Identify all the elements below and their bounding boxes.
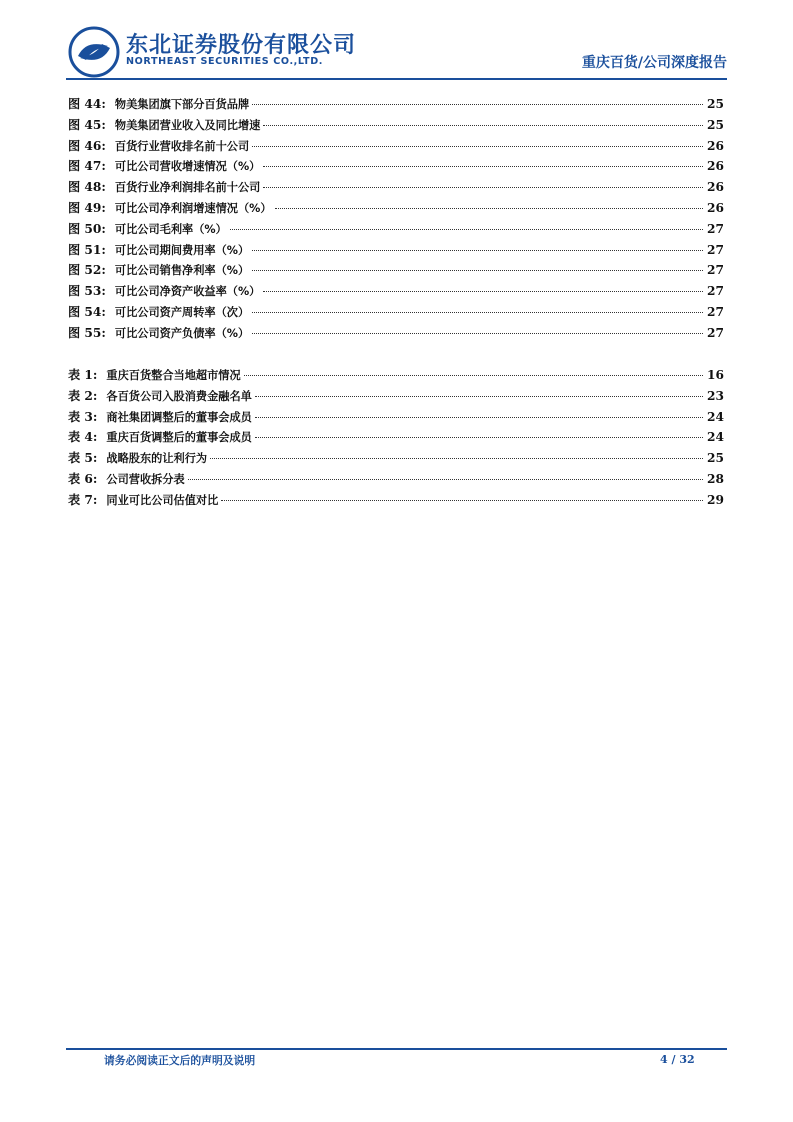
entry-title: 可比公司期间费用率（%）: [114, 243, 250, 257]
entry-label: 表 4:: [68, 430, 98, 445]
entry-title: 同业可比公司估值对比: [106, 493, 219, 507]
entry-label: 表 5:: [68, 451, 98, 466]
dot-leader: [252, 270, 703, 271]
dot-leader: [188, 479, 703, 480]
entry-page-number: 25: [707, 97, 724, 111]
entry-page-number: 24: [707, 409, 724, 424]
table-entry[interactable]: [68, 366, 724, 387]
entry-label: 图 47:: [68, 159, 106, 174]
header-divider: [66, 78, 727, 80]
entry-page-number: 27: [707, 284, 724, 299]
dot-leader: [275, 208, 703, 209]
entry-label: 图 48:: [68, 180, 106, 195]
entry-title: 物美集团营业收入及同比增速: [114, 118, 261, 132]
figure-entry[interactable]: [68, 157, 724, 178]
company-name-cn: 东北证券股份有限公司: [126, 33, 357, 58]
entry-page-number: 23: [707, 388, 724, 403]
entry-label: 图 53:: [68, 284, 106, 299]
entry-label: 图 49:: [68, 200, 106, 215]
entry-page-number: 26: [707, 159, 724, 174]
entry-page-number: 27: [707, 242, 724, 257]
entry-label: 图 45:: [68, 117, 106, 132]
entry-title: 重庆百货整合当地超市情况: [106, 369, 241, 382]
entry-title: 商社集团调整后的董事会成员: [106, 410, 252, 424]
dot-leader: [255, 417, 703, 418]
figure-entry[interactable]: [68, 199, 724, 220]
entry-label: 表 1:: [68, 368, 98, 382]
entry-title: 物美集团旗下部分百货品牌: [114, 98, 250, 111]
entry-title: 可比公司资产负债率（%）: [114, 326, 250, 340]
entry-title: 可比公司净资产收益率（%）: [114, 285, 261, 299]
footer-divider: [66, 1048, 727, 1050]
entry-label: 图 46:: [68, 138, 106, 153]
report-tag: 重庆百货/公司深度报告: [581, 55, 727, 71]
dot-leader: [263, 291, 703, 292]
dot-leader: [263, 125, 703, 126]
table-entry[interactable]: [68, 408, 724, 429]
entry-title: 重庆百货调整后的董事会成员: [106, 431, 252, 445]
dot-leader: [252, 333, 703, 334]
entry-page-number: 28: [707, 471, 724, 486]
dot-leader: [210, 458, 703, 459]
entry-page-number: 25: [707, 117, 724, 132]
company-name-en: NORTHEAST SECURITIES CO.,LTD.: [126, 56, 324, 67]
entry-label: 表 2:: [68, 388, 98, 403]
dot-leader: [244, 375, 703, 376]
entry-label: 表 7:: [68, 492, 98, 507]
entry-page-number: 27: [707, 304, 724, 319]
figure-entry[interactable]: [68, 282, 724, 303]
entry-page-number: 26: [707, 200, 724, 215]
entry-label: 图 50:: [68, 221, 106, 236]
entry-title: 各百货公司入股消费金融名单: [106, 389, 252, 403]
entry-page-number: 25: [707, 451, 724, 466]
entry-label: 图 44:: [68, 97, 106, 111]
entry-page-number: 27: [707, 325, 724, 340]
figure-entry[interactable]: [68, 178, 724, 199]
entry-title: 公司营收拆分表: [106, 472, 185, 486]
figure-entry[interactable]: [68, 261, 724, 282]
entry-page-number: 27: [707, 263, 724, 278]
entry-page-number: 26: [707, 180, 724, 195]
dot-leader: [252, 250, 703, 251]
table-entry[interactable]: [68, 387, 724, 408]
dot-leader: [252, 104, 703, 105]
figure-entry[interactable]: [68, 220, 724, 241]
entry-title: 可比公司营收增速情况（%）: [114, 160, 261, 174]
page-number: 4 / 32: [660, 1053, 695, 1066]
dot-leader: [255, 396, 703, 397]
figure-entry[interactable]: [68, 95, 724, 116]
entry-title: 可比公司毛利率（%）: [114, 222, 227, 236]
figure-entry[interactable]: [68, 303, 724, 324]
dot-leader: [263, 166, 703, 167]
entry-page-number: 24: [707, 430, 724, 445]
entry-title: 可比公司净利润增速情况（%）: [114, 201, 272, 215]
entry-label: 表 6:: [68, 471, 98, 486]
entry-label: 图 51:: [68, 242, 106, 257]
entry-title: 百货行业营收排名前十公司: [114, 139, 250, 153]
dot-leader: [263, 187, 703, 188]
table-entry[interactable]: [68, 470, 724, 491]
entry-title: 战略股东的让利行为: [106, 452, 208, 466]
entry-page-number: 27: [707, 221, 724, 236]
footer-disclaimer: 请务必阅读正文后的声明及说明: [104, 1054, 256, 1067]
entry-label: 图 55:: [68, 325, 106, 340]
table-list: [68, 366, 724, 512]
entry-title: 可比公司资产周转率（次）: [114, 305, 250, 319]
entry-title: 百货行业净利润排名前十公司: [114, 181, 261, 195]
entry-page-number: 26: [707, 138, 724, 153]
northeast-securities-logo-icon: [68, 26, 120, 78]
table-entry[interactable]: [68, 491, 724, 512]
figure-entry[interactable]: [68, 241, 724, 262]
page-header: [0, 0, 793, 80]
figure-entry[interactable]: [68, 324, 724, 345]
dot-leader: [255, 437, 703, 438]
entry-label: 图 54:: [68, 304, 106, 319]
entry-label: 图 52:: [68, 263, 106, 278]
dot-leader: [252, 146, 703, 147]
figure-entry[interactable]: [68, 137, 724, 158]
table-entry[interactable]: [68, 428, 724, 449]
entry-page-number: 16: [707, 368, 724, 382]
entry-page-number: 29: [707, 492, 724, 507]
dot-leader: [230, 229, 703, 230]
table-entry[interactable]: [68, 449, 724, 470]
dot-leader: [221, 500, 703, 501]
dot-leader: [252, 312, 703, 313]
entry-title: 可比公司销售净利率（%）: [114, 264, 250, 278]
figure-entry[interactable]: [68, 116, 724, 137]
entry-label: 表 3:: [68, 409, 98, 424]
figure-list: [68, 95, 724, 345]
